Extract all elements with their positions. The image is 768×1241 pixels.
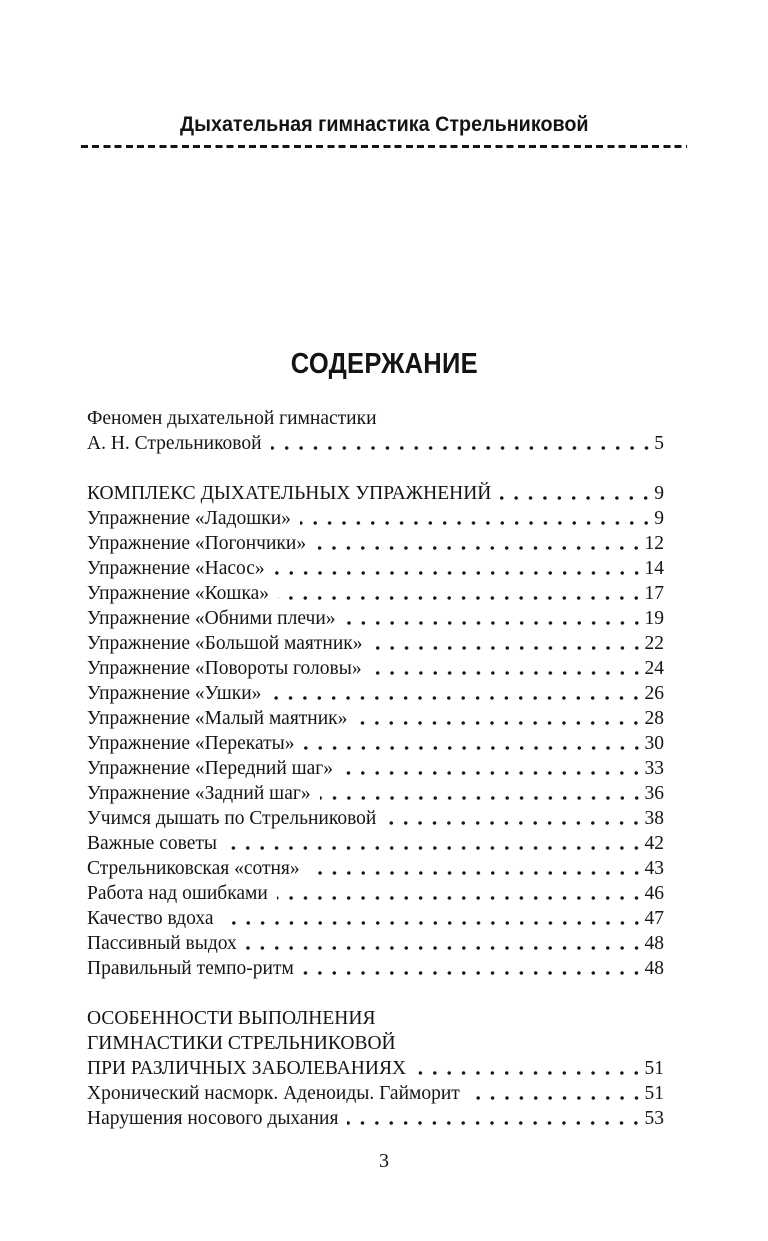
toc-entry <box>87 606 664 631</box>
dot-leader <box>371 656 645 681</box>
toc-entry-page: 42 <box>644 833 664 854</box>
dot-leader <box>304 731 645 756</box>
dot-leader <box>277 881 645 906</box>
toc-entry <box>87 806 664 831</box>
dot-leader <box>469 1081 645 1106</box>
toc-entry-page: 14 <box>644 558 664 579</box>
toc-entry-label: Правильный темпо-ритм <box>87 958 294 979</box>
toc-entry-label: ГИМНАСТИКИ СТРЕЛЬНИКОВОЙ <box>87 1033 396 1054</box>
toc-entry-label: Работа над ошибками <box>87 883 268 904</box>
toc-entry-page: 24 <box>644 658 664 679</box>
page-number: 3 <box>379 1150 389 1172</box>
toc-entry <box>87 731 664 756</box>
toc-entry-label: Качество вдоха <box>87 908 214 929</box>
toc-entry-label: Упражнение «Погончики» <box>87 533 307 554</box>
toc-entry <box>87 1031 664 1056</box>
toc-entry-page: 48 <box>644 933 664 954</box>
toc-entry-label: Упражнение «Обними плечи» <box>87 608 336 629</box>
dot-leader <box>315 531 644 556</box>
toc-entry-page: 47 <box>644 908 664 929</box>
dot-leader <box>342 756 644 781</box>
toc-entry-label: А. Н. Стрельниковой <box>87 433 262 454</box>
toc-entry-page: 22 <box>644 633 664 654</box>
toc-entry-page: 33 <box>644 758 664 779</box>
toc-entry-label: Стрельниковская «сотня» <box>87 858 300 879</box>
dot-leader <box>278 581 644 606</box>
toc-entry <box>87 1006 664 1031</box>
dot-leader <box>223 906 645 931</box>
toc-entry-page: 9 <box>654 508 664 529</box>
toc-entry-label: Упражнение «Перекаты» <box>87 733 295 754</box>
toc-entry <box>87 856 664 881</box>
table-of-contents <box>87 406 664 1131</box>
toc-entry <box>87 906 664 931</box>
dot-leader <box>303 956 645 981</box>
running-header <box>78 113 690 137</box>
toc-entry <box>87 406 664 431</box>
dot-leader <box>386 406 664 431</box>
dot-leader <box>246 931 645 956</box>
toc-entry-label: КОМПЛЕКС ДЫХАТЕЛЬНЫХ УПРАЖНЕНИЙ <box>87 483 492 504</box>
toc-entry-page: 19 <box>644 608 664 629</box>
toc-entry-page: 38 <box>644 808 664 829</box>
dot-leader <box>372 631 645 656</box>
toc-entry-page: 17 <box>644 583 664 604</box>
toc-entry-label: Феномен дыхательной гимнастики <box>87 408 377 429</box>
running-header-text: Дыхательная гимнастика Стрельниковой <box>179 113 589 136</box>
dot-leader <box>415 1056 644 1081</box>
toc-entry <box>87 1106 664 1131</box>
header-dashed-rule <box>81 145 687 148</box>
toc-entry-page: 5 <box>654 433 664 454</box>
toc-entry <box>87 831 664 856</box>
toc-entry-label: Упражнение «Малый маятник» <box>87 708 348 729</box>
toc-entry-label: Упражнение «Задний шаг» <box>87 783 311 804</box>
toc-entry-page: 51 <box>644 1083 664 1104</box>
toc-entry <box>87 531 664 556</box>
toc-entry-label: Пассивный выдох <box>87 933 237 954</box>
toc-entry <box>87 756 664 781</box>
dot-leader <box>320 781 645 806</box>
toc-entry-page: 43 <box>644 858 664 879</box>
toc-entry-label: Нарушения носового дыхания <box>87 1108 339 1129</box>
toc-entry-label: Хронический насморк. Аденоиды. Гайморит <box>87 1083 460 1104</box>
dot-leader <box>300 506 654 531</box>
dot-leader <box>345 606 645 631</box>
dot-leader <box>356 706 644 731</box>
toc-entry <box>87 656 664 681</box>
toc-entry-page: 28 <box>644 708 664 729</box>
toc-entry-page: 30 <box>644 733 664 754</box>
dot-leader <box>271 431 655 456</box>
toc-entry-page: 48 <box>644 958 664 979</box>
toc-entry <box>87 881 664 906</box>
toc-entry <box>87 506 664 531</box>
dot-leader <box>405 1031 664 1056</box>
toc-entry-label: Упражнение «Кошка» <box>87 583 270 604</box>
dot-leader <box>274 556 645 581</box>
toc-entry <box>87 931 664 956</box>
toc-entry-label: Учимся дышать по Стрельниковой <box>87 808 377 829</box>
dot-leader <box>226 831 645 856</box>
toc-entry-label: ОСОБЕННОСТИ ВЫПОЛНЕНИЯ <box>87 1008 376 1029</box>
toc-entry-label: Упражнение «Ладошки» <box>87 508 291 529</box>
dot-leader <box>384 1006 664 1031</box>
toc-entry <box>87 431 664 456</box>
toc-entry-label: Важные советы <box>87 833 217 854</box>
toc-entry-label: Упражнение «Ушки» <box>87 683 262 704</box>
toc-entry-page: 9 <box>654 483 664 504</box>
toc-entry <box>87 481 664 506</box>
dot-leader <box>347 1106 644 1131</box>
toc-entry-page: 53 <box>644 1108 664 1129</box>
toc-entry-label: ПРИ РАЗЛИЧНЫХ ЗАБОЛЕВАНИЯХ <box>87 1058 407 1079</box>
toc-entry-page: 51 <box>644 1058 664 1079</box>
toc-entry <box>87 706 664 731</box>
toc-entry <box>87 956 664 981</box>
dot-leader <box>500 481 654 506</box>
dot-leader <box>270 681 644 706</box>
dot-leader <box>385 806 644 831</box>
toc-entry-label: Упражнение «Насос» <box>87 558 265 579</box>
toc-entry <box>87 581 664 606</box>
contents-title <box>0 348 768 380</box>
toc-entry-page: 26 <box>644 683 664 704</box>
contents-title-text: СОДЕРЖАНИЕ <box>290 348 478 380</box>
toc-entry-page: 36 <box>644 783 664 804</box>
toc-entry <box>87 681 664 706</box>
toc-entry <box>87 556 664 581</box>
dot-leader <box>309 856 645 881</box>
toc-entry-label: Упражнение «Повороты головы» <box>87 658 362 679</box>
toc-entry <box>87 1081 664 1106</box>
toc-entry <box>87 1056 664 1081</box>
toc-entry-page: 46 <box>644 883 664 904</box>
toc-entry-label: Упражнение «Большой маятник» <box>87 633 363 654</box>
toc-entry <box>87 781 664 806</box>
toc-entry-page: 12 <box>644 533 664 554</box>
toc-entry <box>87 631 664 656</box>
toc-entry-label: Упражнение «Передний шаг» <box>87 758 334 779</box>
